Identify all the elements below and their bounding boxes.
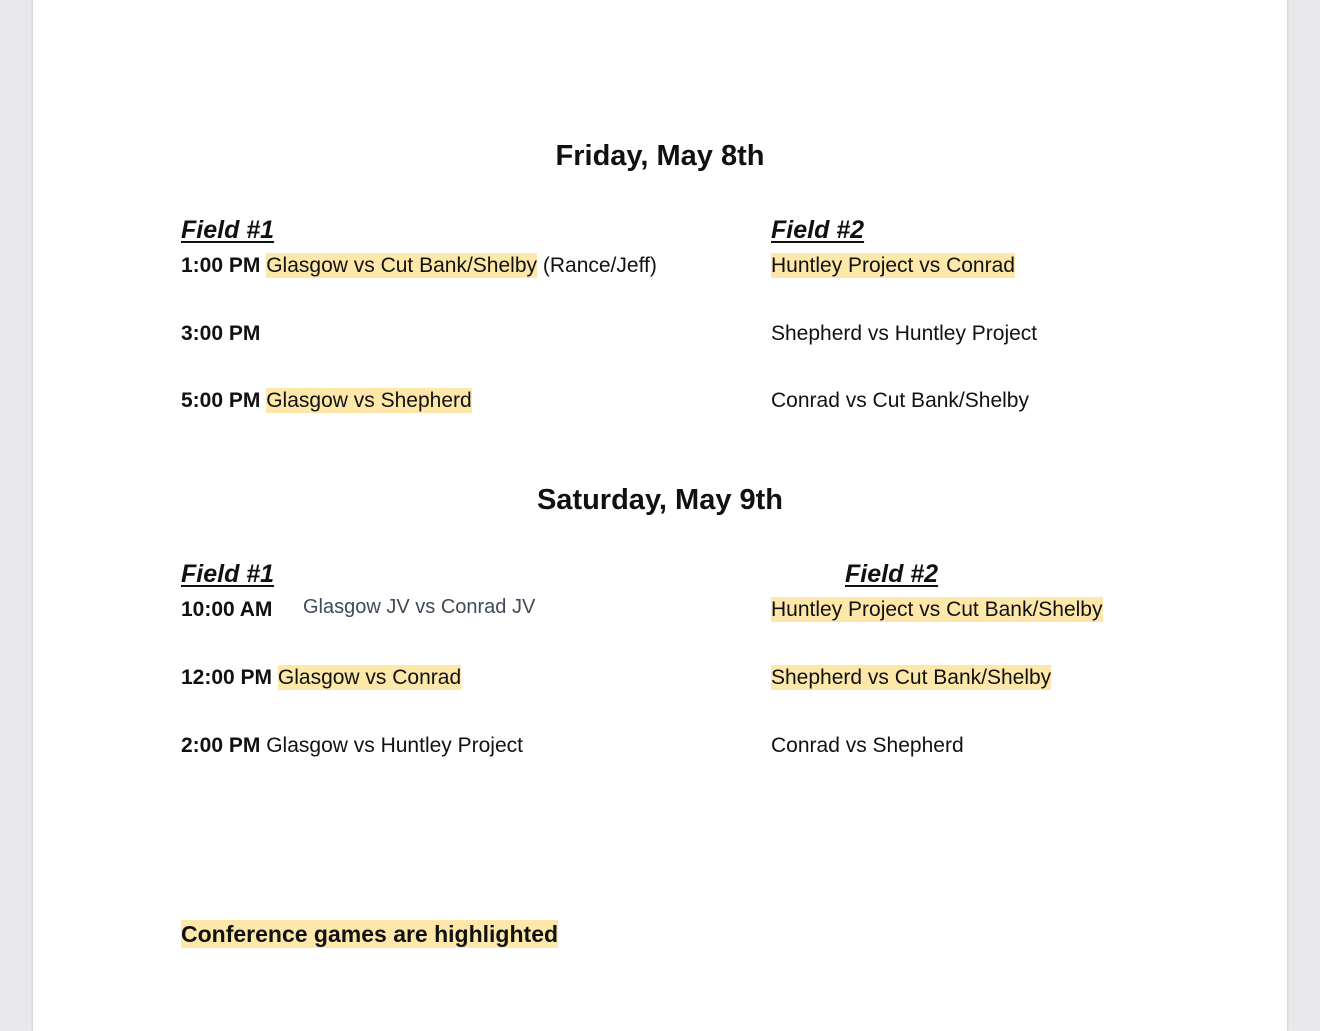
saturday-row-2-field1 bbox=[181, 664, 461, 692]
conference-game: Glasgow vs Shepherd bbox=[266, 389, 472, 412]
time-label: 5:00 PM bbox=[181, 389, 261, 412]
game: Glasgow vs Huntley Project bbox=[266, 734, 523, 757]
friday-field2-heading: Field #2 bbox=[771, 216, 865, 244]
friday-row-3-field2 bbox=[771, 387, 1029, 415]
saturday-field1-heading: Field #1 bbox=[181, 560, 275, 588]
conference-game: Huntley Project vs Conrad bbox=[771, 254, 1015, 277]
conference-game: Glasgow vs Cut Bank/Shelby bbox=[266, 254, 538, 277]
saturday-title: Saturday, May 9th bbox=[536, 484, 784, 516]
friday-row-2-field2 bbox=[771, 320, 1037, 348]
officials-note: (Rance/Jeff) bbox=[542, 254, 657, 277]
friday-row-3-field1 bbox=[181, 387, 472, 415]
time-label: 10:00 AM bbox=[181, 598, 273, 621]
saturday-field2-heading: Field #2 bbox=[845, 560, 939, 588]
friday-row-1-field2 bbox=[771, 252, 1015, 280]
conference-game: Huntley Project vs Cut Bank/Shelby bbox=[771, 598, 1103, 621]
game: Conrad vs Shepherd bbox=[771, 734, 964, 757]
game: Conrad vs Cut Bank/Shelby bbox=[771, 389, 1029, 412]
conference-note bbox=[181, 921, 558, 948]
saturday-row-1-jv-game: Glasgow JV vs Conrad JV bbox=[303, 596, 536, 618]
time-label: 3:00 PM bbox=[181, 322, 261, 345]
friday-row-2-field1 bbox=[181, 320, 260, 348]
game: Shepherd vs Huntley Project bbox=[771, 322, 1038, 345]
time-label: 12:00 PM bbox=[181, 666, 273, 689]
conference-game: Glasgow vs Conrad bbox=[277, 666, 462, 689]
friday-row-1-field1 bbox=[181, 252, 657, 280]
friday-field1-heading: Field #1 bbox=[181, 216, 275, 244]
document-page bbox=[33, 0, 1287, 1031]
time-label: 1:00 PM bbox=[181, 254, 261, 277]
saturday-row-2-field2 bbox=[771, 664, 1051, 692]
conference-game: Shepherd vs Cut Bank/Shelby bbox=[771, 666, 1052, 689]
saturday-row-3-field1 bbox=[181, 732, 523, 760]
friday-title: Friday, May 8th bbox=[555, 140, 765, 172]
time-label: 2:00 PM bbox=[181, 734, 261, 757]
saturday-row-3-field2 bbox=[771, 732, 964, 760]
saturday-row-1-field2 bbox=[771, 596, 1103, 624]
saturday-row-1-field1 bbox=[181, 596, 272, 624]
conference-note-text: Conference games are highlighted bbox=[181, 921, 559, 947]
